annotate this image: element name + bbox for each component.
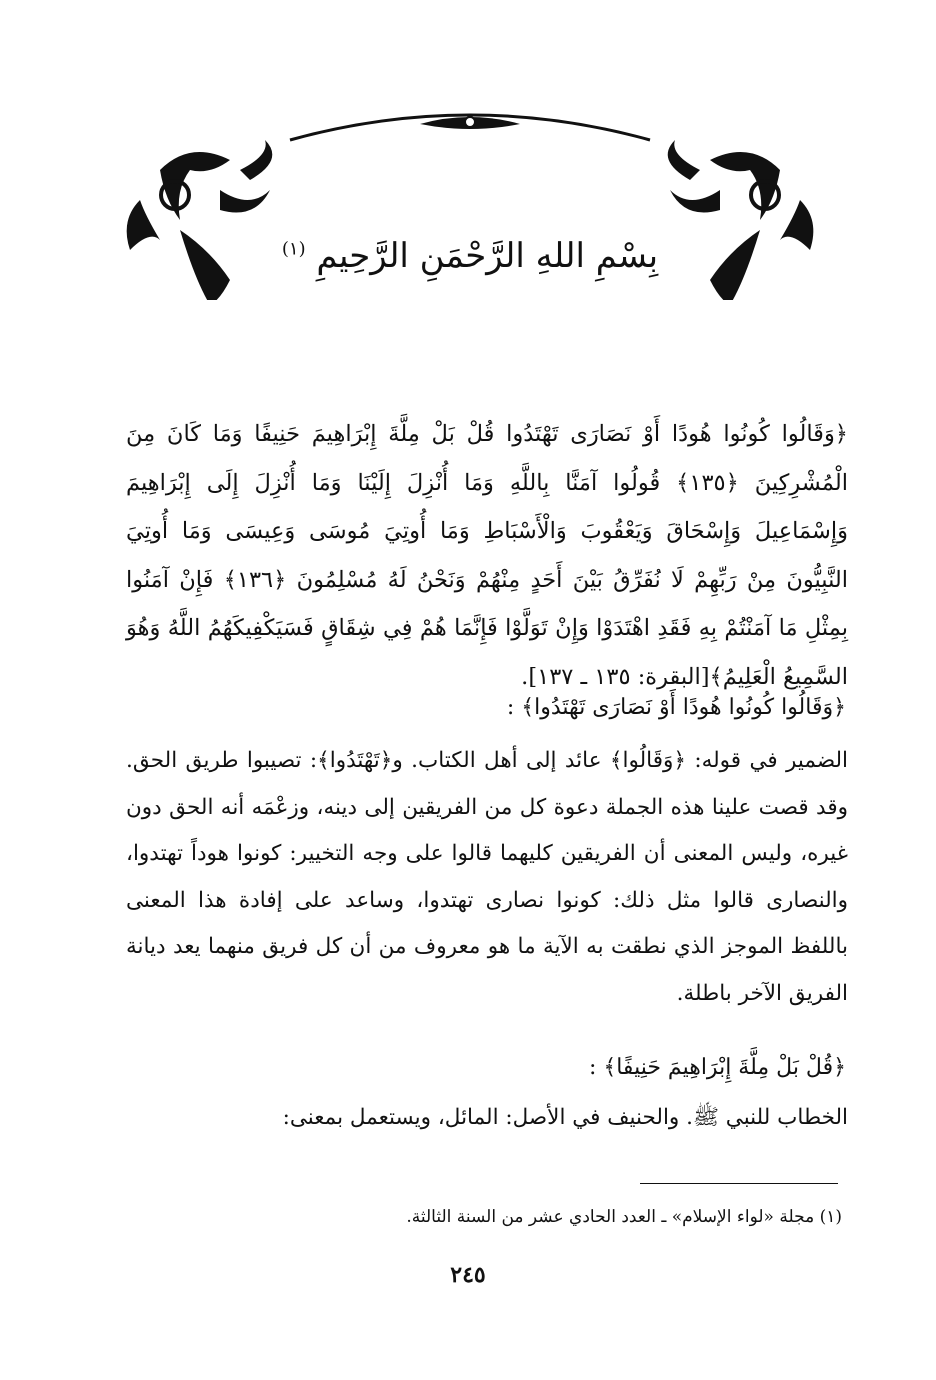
page-number: ٢٤٥ [450, 1262, 486, 1288]
footnote-divider [640, 1183, 838, 1184]
basmala-text: بِسْمِ اللهِ الرَّحْمَنِ الرَّحِيمِ [316, 236, 659, 276]
right-flourish [668, 140, 814, 300]
section-heading-1: ﴿وَقَالُوا كُونُوا هُودًا أَوْ نَصَارَى تَهْتَدُوا﴾ : [506, 695, 846, 720]
section-paragraph-1: الضمير في قوله: ﴿وَقَالُوا﴾ عائد إلى أهل الكتاب. و﴿تَهْتَدُوا﴾: تصيبوا طريق الحق. وقد قصت علينا هذه الجملة دعوة كل من الفريقين إلى دينه، وزعْمَه أنه الحق دون غيره، وليس المعنى أن الفريقين كليهما قالوا على وجه التخيير: كونوا هوداً تهتدوا، والنصارى قالوا مثل ذلك: كونوا نصارى تهتدوا، وساعد على إفادة هذا المعنى باللفظ الموجز الذي نطقت به الآية ما هو معروف من أن كل فريق منهما يعد ديانة الفريق الآخر باطلة. [126, 748, 848, 1006]
basmala-heading [250, 236, 690, 276]
footnote: (١) مجلة «لواء الإسلام» ـ العدد الحادي عشر من السنة الثالثة. [406, 1207, 842, 1227]
section-paragraph-2: الخطاب للنبي ﷺ. والحنيف في الأصل: المائل، ويستعمل بمعنى: [282, 1105, 848, 1130]
basmala-footnote-marker: (١) [281, 238, 306, 260]
section-heading-2: ﴿قُلْ بَلْ مِلَّةَ إِبْرَاهِيمَ حَنِيفًا﴾ : [588, 1055, 846, 1080]
left-flourish [127, 140, 273, 300]
quran-verse-block: ﴿وَقَالُوا كُونُوا هُودًا أَوْ نَصَارَى تَهْتَدُوا قُلْ بَلْ مِلَّةَ إِبْرَاهِيمَ حَنِيفًا وَمَا كَانَ مِنَ الْمُشْرِكِينَ ﴿١٣٥﴾ قُولُوا آمَنَّا بِاللَّهِ وَمَا أُنْزِلَ إِلَيْنَا وَمَا أُنْزِلَ إِلَى إِبْرَاهِيمَ وَإِسْمَاعِيلَ وَإِسْحَاقَ وَيَعْقُوبَ وَالْأَسْبَاطِ وَمَا أُوتِيَ مُوسَى وَعِيسَى وَمَا أُوتِيَ النَّبِيُّونَ مِنْ رَبِّهِمْ لَا نُفَرِّقُ بَيْنَ أَحَدٍ مِنْهُمْ وَنَحْنُ لَهُ مُسْلِمُونَ ﴿١٣٦﴾ فَإِنْ آمَنُوا بِمِثْلِ مَا آمَنْتُمْ بِهِ فَقَدِ اهْتَدَوْا وَإِنْ تَوَلَّوْا فَإِنَّمَا هُمْ فِي شِقَاقٍ فَسَيَكْفِيكَهُمُ اللَّهُ وَهُوَ السَّمِيعُ الْعَلِيمُ﴾[البقرة: ١٣٥ ـ ١٣٧]. [126, 421, 848, 690]
